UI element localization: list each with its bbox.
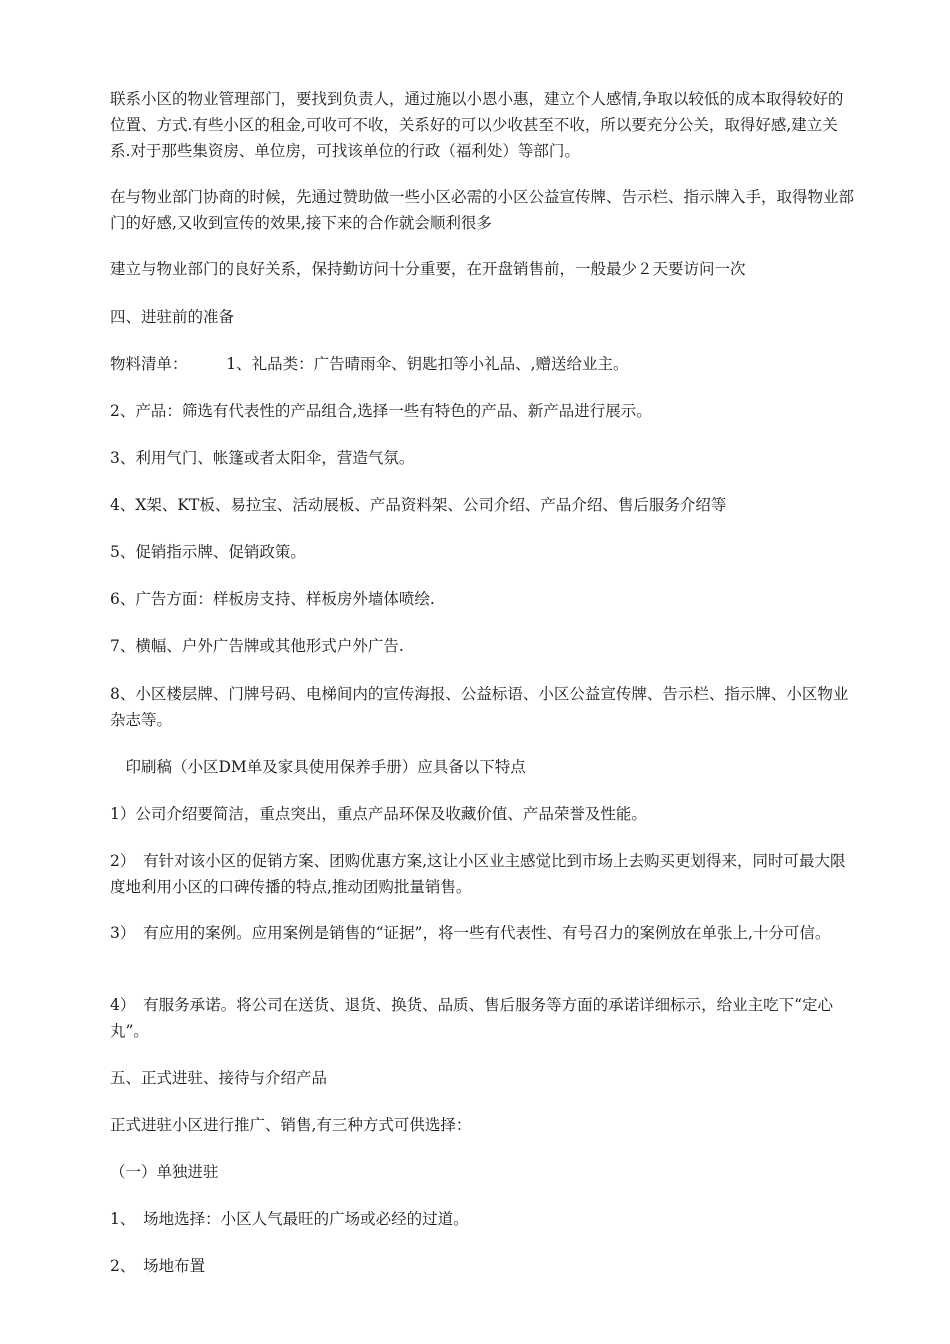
section-heading-4: 四、进驻前的准备 xyxy=(110,308,235,326)
list-item-venue-selection: 1、 场地选择：小区人气最旺的广场或必经的过道。 xyxy=(110,1210,469,1228)
paragraph-property-contact: 联系小区的物业管理部门，要找到负责人，通过施以小恩小惠，建立个人感情,争取以较低的成本取得较好的位置、方式.有些小区的租金,可收可不收，关系好的可以少收甚至不收，所以要充分公关，取得好感,建立关系.对于那些集资房、单位房，可找该单位的行政（福利处）等部门。 xyxy=(110,90,844,160)
list-item-materials-3: 3、利用气门、帐篷或者太阳伞，营造气氛。 xyxy=(110,449,415,467)
paragraph-negotiation: 在与物业部门协商的时候，先通过赞助做一些小区必需的小区公益宣传牌、告示栏、指示牌入手，取得物业部门的好感,又收到宣传的效果,接下来的合作就会顺利很多 xyxy=(110,188,855,232)
list-item-print-1: 1）公司介绍要简洁，重点突出，重点产品环保及收藏价值、产品荣誉及性能。 xyxy=(110,805,647,823)
subheading-single-entry: （一）单独进驻 xyxy=(110,1163,219,1181)
list-item-materials-4: 4、X架、KT板、易拉宝、活动展板、产品资料架、公司介绍、产品介绍、售后服务介绍等 xyxy=(110,496,727,514)
list-item-materials-7: 7、横幅、户外广告牌或其他形式户外广告. xyxy=(110,637,404,655)
paragraph-relationship: 建立与物业部门的良好关系，保持勤访问十分重要，在开盘销售前，一般最少２天要访问一次 xyxy=(110,260,746,278)
list-item-print-2: 2） 有针对该小区的促销方案、团购优惠方案,这让小区业主感觉比到市场上去购买更划得来，同时可最大限度地利用小区的口碑传播的特点,推动团购批量销售。 xyxy=(110,852,846,896)
list-item-materials-8: 8、小区楼层牌、门牌号码、电梯间内的宣传海报、公益标语、小区公益宣传牌、告示栏、指示牌、小区物业杂志等。 xyxy=(110,685,849,729)
list-item-print-4: 4） 有服务承诺。将公司在送货、退货、换货、品质、售后服务等方面的承诺详细标示，给业主吃下“定心丸”。 xyxy=(110,996,834,1040)
list-item-materials-6: 6、广告方面：样板房支持、样板房外墙体喷绘. xyxy=(110,590,435,608)
paragraph-entry-options: 正式进驻小区进行推广、销售,有三种方式可供选择： xyxy=(110,1116,472,1134)
list-item-materials-5: 5、促销指示牌、促销政策。 xyxy=(110,543,306,561)
list-item-venue-layout: 2、 场地布置 xyxy=(110,1257,206,1275)
list-item-materials-2: 2、产品：筛选有代表性的产品组合,选择一些有特色的产品、新产品进行展示。 xyxy=(110,402,652,420)
list-item-print-3: 3） 有应用的案例。应用案例是销售的“证据”，将一些有代表性、有号召力的案例放在单张上,十分可信。 xyxy=(110,924,831,942)
print-material-heading: 印刷稿（小区DM单及家具使用保养手册）应具备以下特点 xyxy=(110,758,526,776)
section-heading-5: 五、正式进驻、接待与介绍产品 xyxy=(110,1069,328,1087)
list-item-materials-1: 物料清单： 1、礼品类：广告晴雨伞、钥匙扣等小礼品、,赠送给业主。 xyxy=(110,355,629,373)
